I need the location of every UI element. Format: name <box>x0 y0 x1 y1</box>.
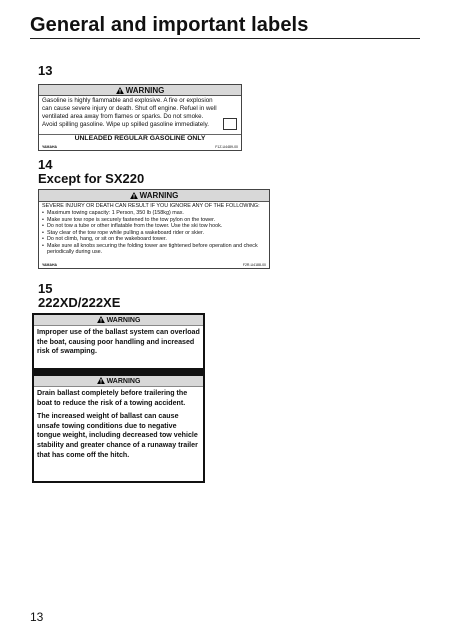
list-item: • Do not climb, hang, or sit on the wakeboard tower. <box>42 236 268 243</box>
label-part-code: F2R-U4188-00 <box>242 263 266 267</box>
label-warning-header <box>39 190 269 202</box>
label-checkbox <box>223 118 237 130</box>
list-item: • Maximum towing capacity: 1 Person, 350 lb (158kg) max. <box>42 210 268 217</box>
label-part-code: F1Z-U4489-00 <box>215 145 238 149</box>
section-14-number: 14 <box>38 157 53 172</box>
label-warning-text: Gasoline is highly flammable and explosive. A fire or explosion can cause severe injury or death. Shut off engine. Refuel in well ventilated area away from flames or sparks. Do not smoke. Avoid spilling gasoline. Wipe up spilled gasoline immediately. <box>42 97 217 128</box>
ballast-panel-1 <box>34 315 203 368</box>
warning-triangle-icon <box>116 87 124 94</box>
section-13-number: 13 <box>38 63 53 78</box>
label-warning-header <box>34 376 203 387</box>
section-14-subtitle: Except for SX220 <box>38 171 145 186</box>
section-15-number: 15 <box>38 281 53 296</box>
gasoline-warning-label <box>38 84 242 151</box>
label-brand-logo: YAMAHA <box>42 263 58 267</box>
tower-warning-label <box>38 189 270 269</box>
warning-triangle-icon <box>97 377 105 384</box>
page-title: General and important labels <box>30 14 309 36</box>
label-lead-text: SEVERE INJURY OR DEATH CAN RESULT IF YOU IGNORE ANY OF THE FOLLOWING: <box>42 203 260 209</box>
list-item: • Do not tow a tube or other inflatable from the tower. Use the ski tow hook. <box>42 223 268 230</box>
title-rule <box>30 38 420 39</box>
ballast-panel-2 <box>34 376 203 481</box>
label-warning-heading: WARNING <box>139 191 179 200</box>
label-warning-list <box>42 210 268 256</box>
label-warning-header <box>34 315 203 326</box>
list-item: • Stay clear of the tow rope while pulling a wakeboard rider or skier. <box>42 230 268 237</box>
label-warning-heading: WARNING <box>125 86 165 95</box>
ballast-warning-text: Drain ballast completely before trailering the boat to reduce the risk of a towing accident. <box>37 389 188 407</box>
warning-triangle-icon <box>130 192 138 199</box>
ballast-warning-text: The increased weight of ballast can cause unsafe towing conditions due to negative tongue weight, including decreased tow vehicle stability and greater chance of a runaway trailer that has come off the hitch. <box>37 412 198 459</box>
label-brand-logo: YAMAHA <box>42 145 58 149</box>
warning-triangle-icon <box>97 316 105 323</box>
ballast-warning-label <box>32 313 205 483</box>
list-item: • Make sure tow rope is securely fastened to the tow pylon on the tower. <box>42 217 268 224</box>
section-15-subtitle: 222XD/222XE <box>38 295 121 310</box>
fuel-requirement-text: UNLEADED REGULAR GASOLINE ONLY <box>74 135 206 142</box>
ballast-warning-text: Improper use of the ballast system can overload the boat, causing poor handling and increased risk of swamping. <box>37 328 200 356</box>
label-warning-header <box>39 85 241 96</box>
page-number: 13 <box>30 610 44 624</box>
label-warning-heading: WARNING <box>106 317 141 324</box>
label-warning-heading: WARNING <box>106 378 141 385</box>
list-item: • Make sure all knobs securing the folding tower are tightened before operation and check periodically during use. <box>42 243 268 256</box>
